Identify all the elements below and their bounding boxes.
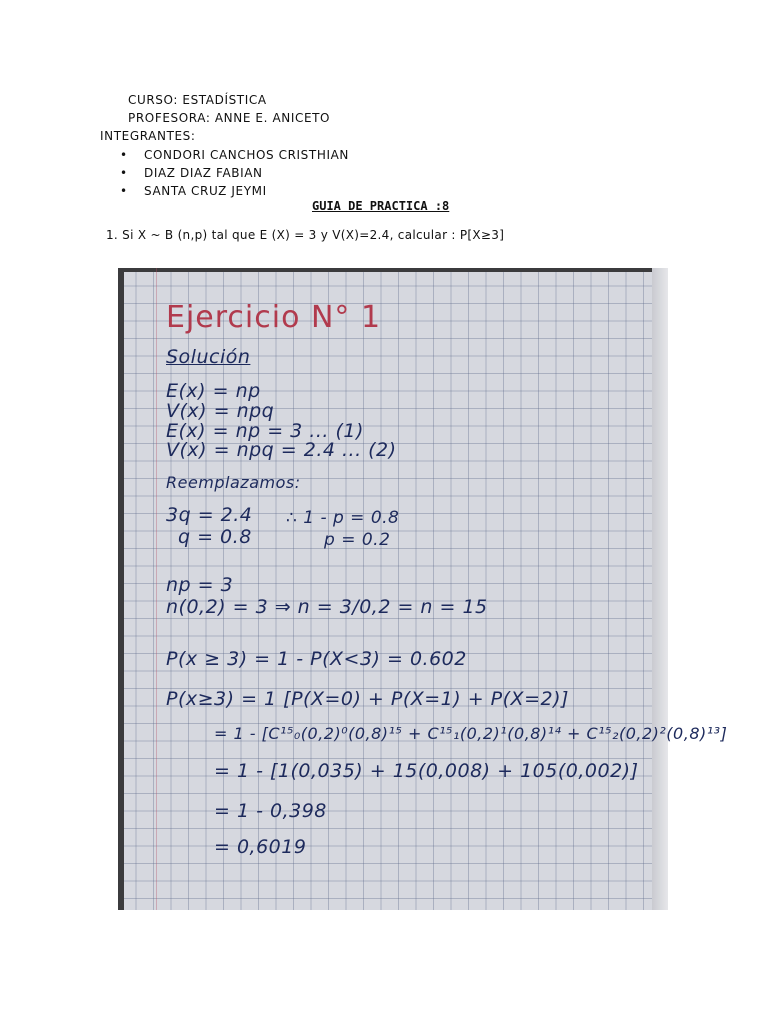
exercise-title: Ejercicio N° 1 (166, 300, 382, 335)
handwritten-line: E(x) = np = 3 ... (1) (166, 420, 364, 442)
members-list (120, 146, 349, 200)
handwritten-line: p = 0.2 (324, 530, 391, 550)
handwritten-line: np = 3 (166, 574, 234, 596)
bullet-icon: • (120, 148, 128, 162)
member-name: SANTA CRUZ JEYMI (144, 184, 267, 198)
list-item (120, 182, 349, 200)
professor-label: PROFESORA: ANNE E. ANICETO (128, 111, 331, 125)
handwritten-line: = 1 - [1(0,035) + 15(0,008) + 105(0,002)] (214, 760, 639, 782)
handwritten-line: = 1 - [C¹⁵₀(0,2)⁰(0,8)¹⁵ + C¹⁵₁(0,2)¹(0,8)¹⁴ + C¹⁵₂(0,2)²(0,8)¹³] (214, 724, 728, 743)
handwritten-line: = 0,6019 (214, 836, 307, 858)
solution-label: Solución (166, 346, 251, 368)
course-label: CURSO: ESTADÍSTICA (128, 93, 267, 107)
handwritten-line: P(x≥3) = 1 [P(X=0) + P(X=1) + P(X=2)] (166, 688, 569, 710)
handwritten-line: ∴ 1 - p = 0.8 (286, 508, 400, 528)
members-heading: INTEGRANTES: (100, 129, 196, 143)
handwritten-line: Reemplazamos: (166, 473, 301, 492)
handwritten-line: = 1 - 0,398 (214, 800, 327, 822)
handwritten-line: P(x ≥ 3) = 1 - P(X<3) = 0.602 (166, 648, 467, 670)
bullet-icon: • (120, 184, 128, 198)
list-item (120, 146, 349, 164)
photo-edge (118, 268, 668, 272)
handwritten-line: V(x) = npq (166, 400, 275, 422)
member-name: DIAZ DIAZ FABIAN (144, 166, 263, 180)
notebook-margin (156, 268, 157, 910)
handwritten-line: E(x) = np (166, 380, 261, 402)
photo-edge (118, 268, 124, 910)
list-item (120, 164, 349, 182)
notebook-next-page (652, 268, 668, 910)
guide-title: GUIA DE PRACTICA :8 (312, 199, 450, 213)
bullet-icon: • (120, 166, 128, 180)
notebook-photo (118, 268, 728, 910)
handwritten-line: n(0,2) = 3 ⇒ n = 3/0,2 = n = 15 (166, 596, 488, 618)
member-name: CONDORI CANCHOS CRISTHIAN (144, 148, 349, 162)
problem-statement: 1. Si X ~ B (n,p) tal que E (X) = 3 y V(X)=2.4, calcular : P[X≥3] (106, 228, 505, 242)
handwritten-line: q = 0.8 (178, 526, 252, 548)
handwritten-line: V(x) = npq = 2.4 ... (2) (166, 439, 397, 461)
handwritten-line: 3q = 2.4 (166, 504, 253, 526)
